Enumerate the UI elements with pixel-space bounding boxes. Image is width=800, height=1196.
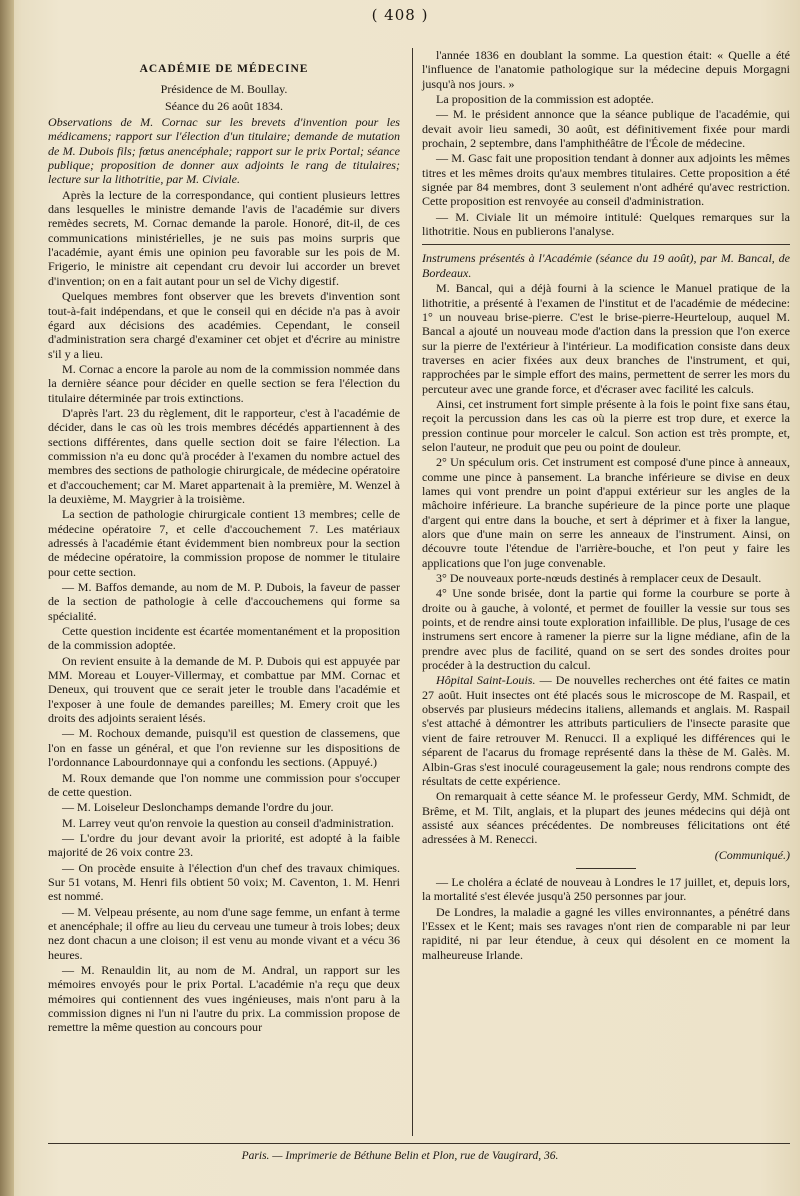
- instruments-paragraphs: [422, 281, 790, 672]
- cholera-paragraphs: [422, 875, 790, 962]
- left-paragraphs: [48, 188, 400, 1035]
- body-paragraph: — M. Civiale lit un mémoire intitulé: Quelques remarques sur la lithotritie. Nous en publierons l'analyse.: [422, 209, 790, 239]
- page-number: ( 408 ): [371, 6, 429, 24]
- section-rule: [422, 244, 790, 245]
- footer-rule: [48, 1143, 790, 1144]
- body-paragraph: — M. Gasc fait une proposition tendant à donner aux adjoints les mêmes titres et les mêmes droits qu'aux membres titulaires. Cette proposition a été signée par 84 membres, dont 3 seulement n'ont adhéré qu'avec restriction. Cette proposition est renvoyée au conseil d'administration.: [422, 151, 790, 209]
- session-summary: Observations de M. Cornac sur les brevets d'invention pour les médicamens; rapport sur l'élection d'un titulaire; demande de mutation de M. Dubois fils; fœtus anencéphale; rapport sur le prix Portal; séance publique; proposition de donner aux adjoints le rang de titulaires; lecture sur la lithotritie, par M. Civiale.: [48, 115, 400, 187]
- body-paragraph: — M. le président annonce que la séance publique de l'académie, qui devait avoir lieu samedi, 30 août, est définitivement fixée pour mardi prochain, 2 septembre, dans l'amphithéâtre de l'École de médecine.: [422, 107, 790, 151]
- hopital-first-text: — De nouvelles recherches ont été faites ce matin 27 août. Huit insectes ont été placés sous le microscope de M. Raspail, et observés par plusieurs médecins italiens, allemands et anglais. M. Raspail s'est attaché à démontrer les attributs particuliers de l'insecte parasite que vient de faire retrouver M. Renucci. Il a expliqué les différences qui le séparent de l'acarus du fromage représenté dans la thèse de M. Galès. M. Albin-Gras s'est inoculé courageusement la gale; nous rendrons compte des résultats de cette expérience.: [422, 673, 790, 788]
- body-paragraph: Cette question incidente est écartée momentanément et la proposition de la commission adoptée.: [48, 624, 400, 653]
- body-paragraph: 2° Un spéculum oris. Cet instrument est composé d'une pince à anneaux, comme une pince à pansement. La branche inférieure se divise en deux lames qui vont prendre un point d'appui extérieur sur les angles de la mâchoire inférieure. La branche supérieure de la pince porte une plaque d'argent qui entre dans la bouche, et sert à déprimer et à fixer la langue, alors que d'une main on serre les anneaux de l'instrument. Ainsi, on découvre toute l'étendue de l'arrière-bouche, et l'on peut y faire les applications que l'on juge convenable.: [422, 455, 790, 570]
- left-column: [48, 48, 400, 1036]
- body-paragraph: Après la lecture de la correspondance, qui contient plusieurs lettres dans lesquelles le ministre demande l'avis de l'académie sur divers remèdes secrets, M. Cornac demande la parole. Honoré, dit-il, de ces communications ministérielles, je ne suis pas moins surpris que l'académie, ayant émis une opinion peu favorable sur les pois de M. Frigerio, le ministre ait cependant cru devoir lui accorder un brevet d'invention; on en a fait autant pour un sel de Vichy digestif.: [48, 187, 400, 288]
- presidence-line: Présidence de M. Boullay.: [160, 82, 288, 97]
- body-paragraph: — M. Loiseleur Deslonchamps demande l'ordre du jour.: [62, 800, 334, 815]
- imprint-line: Paris. — Imprimerie de Béthune Belin et Plon, rue de Vaugirard, 36.: [241, 1150, 559, 1162]
- instruments-title: Instrumens présentés à l'Académie (séance du 19 août), par M. Bancal, de Bordeaux.: [422, 251, 790, 280]
- body-paragraph: 3° De nouveaux porte-nœuds destinés à remplacer ceux de Desault.: [436, 571, 762, 586]
- body-paragraph: — M. Velpeau présente, au nom d'une sage femme, un enfant à terme et anencéphale; il offre au lieu du cerveau une tumeur à trois lobes; deux nez dont chacun a une cloison; il est venu au monde vivant et a vécu 36 heures.: [48, 904, 400, 962]
- body-paragraph: l'année 1836 en doublant la somme. La question était: « Quelle a été l'influence de l'anatomie pathologique sur la médecine depuis Morgagni jusqu'à nos jours. »: [422, 48, 790, 91]
- right-column: [422, 48, 790, 963]
- body-paragraph: Ainsi, cet instrument fort simple présente à la fois le point fixe sans étau, reçoit la percussion dans les cas où la pierre est trop dure, et exerce la pression continue pour morceler le calcul. Son action est très prompte, et, selon l'auteur, ne produit que peu ou point de douleur.: [422, 396, 790, 454]
- seance-date: Séance du 26 août 1834.: [164, 98, 284, 113]
- body-paragraph: M. Larrey veut qu'on renvoie la question au conseil d'administration.: [62, 815, 394, 830]
- body-paragraph: 4° Une sonde brisée, dont la partie qui forme la courbure se porte à droite ou à gauche, à volonté, et permet de fouiller la vessie sur tous ses points, et de rendre ainsi toute exploration infaillible. De plus, l'usage de ces instrumens sert encore à ramener la pierre sur la ligne médiane, afin de la prendre avec plus de facilité, quand on se sert des sondes droites pour procéder à la destruction du calcul.: [422, 586, 790, 673]
- body-paragraph: M. Roux demande que l'on nomme une commission pour s'occuper de cette question.: [48, 770, 400, 799]
- short-rule: [576, 868, 636, 869]
- column-divider: [412, 48, 413, 1136]
- body-paragraph: D'après l'art. 23 du règlement, dit le rapporteur, c'est à l'académie de décider, dans le cas où les trois membres décédés appartiennent à des sections différentes, dans quelle section doit se faire l'élection. La commission n'a eu donc qu'à procéder à l'examen du nombre actuel des membres des sections de pathologie chirurgicale, de médecine opératoire et d'accouchement; car M. Maret appartenait à la première, M. Wenzel à la deuxième, M. Maygrier à la troisième.: [48, 405, 401, 506]
- section-title: ACADÉMIE DE MÉDECINE: [139, 63, 309, 75]
- body-paragraph: On revient ensuite à la demande de M. P. Dubois qui est appuyée par MM. Moreau et Louyer-Villermay, et combattue par MM. Cornac et Deneux, qui trouvent que ce serait jeter le trouble dans l'académie et l'exposer à une foule de demandes pareilles; M. Emery croit que les droits des adjoints seraient lésés.: [48, 653, 400, 726]
- body-paragraph: M. Bancal, qui a déjà fourni à la science le Manuel pratique de la lithotritie, a présenté à l'examen de l'institut et de l'académie de médecine: 1° un nouveau brise-pierre. C'est le brise-pierre-Heurteloup, auquel M. Bancal a ajouté un nouveau mode d'action dans la pression que l'on exerce sur la pierre de l'extérieur à l'intérieur. La modification consiste dans deux traverses en acier fixées aux deux branches de l'instrument, et qui, rapprochées par le simple effort des mains, permettent de serrer les mors du percuteur avec une grande force, et d'écraser avec facilité les calculs.: [422, 281, 790, 396]
- body-paragraph: La section de pathologie chirurgicale contient 13 membres; celle de médecine opératoire 7, et celle d'accouchement 7. Les matériaux adressés à l'académie étant évidemment bien nombreux pour la section de médecine opératoire, la commission propose de nommer le titulaire pour cette section.: [48, 507, 400, 579]
- body-paragraph: — Le choléra a éclaté de nouveau à Londres le 17 juillet, et, depuis lors, la mortalité s'est élevée jusqu'à 250 personnes par jour.: [422, 874, 790, 904]
- body-paragraph: — M. Baffos demande, au nom de M. P. Dubois, la faveur de passer de la section de pathologie à celle d'accouchemens qui forme sa spécialité.: [48, 580, 400, 623]
- body-paragraph: On remarquait à cette séance M. le professeur Gerdy, MM. Schmidt, de Brême, et M. Tilt, anglais, et la plupart des jeunes médecins qui déjà ont assisté aux séances précédentes. De nombreuses félicitations ont été adressées à M. Renecci.: [422, 789, 790, 847]
- right-top-paragraphs: [422, 48, 790, 238]
- body-paragraph: — L'ordre du jour devant avoir la priorité, est adopté à la faible majorité de 26 voix contre 23.: [48, 830, 400, 860]
- body-paragraph: — M. Rochoux demande, puisqu'il est question de classemens, que l'on en fasse un général, et que l'on revienne sur les dispositions de l'ordonnance Labourdonnaye qui a confondu les sections. (Appuyé.): [48, 726, 400, 770]
- hopital-lead: Hôpital Saint-Louis.: [436, 673, 536, 688]
- body-paragraph: M. Cornac a encore la parole au nom de la commission nommée dans la dernière séance pour décider en quelle section se fera l'élection du titulaire déterminée par trois extinctions.: [48, 361, 400, 405]
- body-paragraph: De Londres, la maladie a gagné les villes environnantes, a pénétré dans l'Essex et le Kent; mais ses ravages n'ont rien de comparable ni par leur rapidité, ni par leur étendue, à ceux qui désolent en ce moment la malheureuse Irlande.: [422, 904, 790, 962]
- body-paragraph: — M. Renauldin lit, au nom de M. Andral, un rapport sur les mémoires envoyés pour le prix Portal. L'académie n'a reçu que deux mémoires qui contiennent des vues ingénieuses, mais n'ont paru à la commission dignes ni l'un ni l'autre du prix. La commission propose de remettre la même question au concours pour: [48, 962, 400, 1035]
- body-paragraph: La proposition de la commission est adoptée.: [436, 92, 654, 107]
- hopital-paragraph: [422, 673, 790, 788]
- body-paragraph: — On procède ensuite à l'élection d'un chef des travaux chimiques. Sur 51 votans, M. Henri fils obtient 50 voix; M. Caventon, 1. M. Henri est nommé.: [48, 860, 400, 904]
- body-paragraph: Quelques membres font observer que les brevets d'invention sont tout-à-fait indépendans, et que le conseil qui en décide n'a pas à avoir égard aux décisions des académies. Cependant, le conseil d'administration sera chargé d'examiner cet objet et d'écrire au ministre s'il y a lieu.: [48, 289, 400, 361]
- binding-edge: [0, 0, 14, 1196]
- hopital-paragraphs: [422, 789, 790, 846]
- communique-tag: (Communiqué.): [714, 847, 790, 862]
